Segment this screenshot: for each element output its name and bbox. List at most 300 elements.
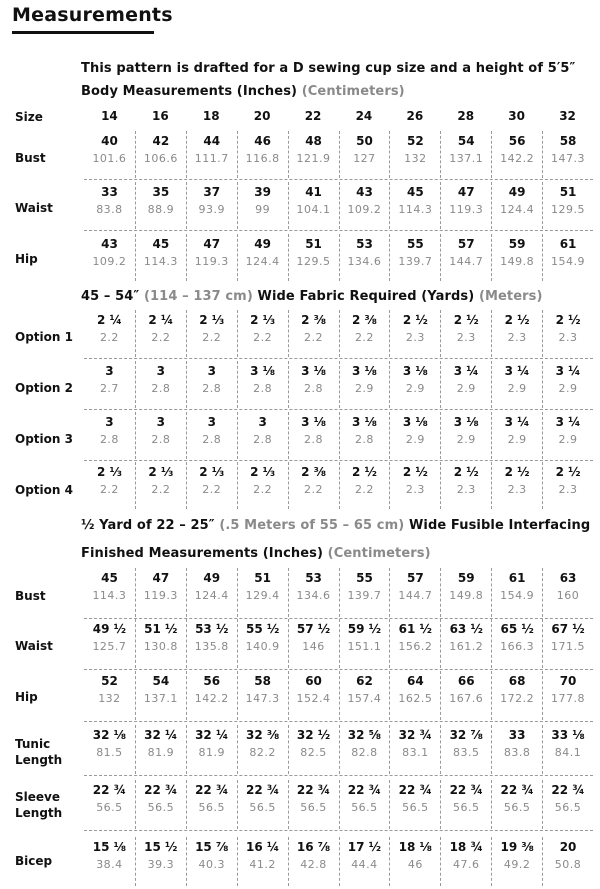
value-inches: 3 xyxy=(207,415,216,429)
value-metric: 56.5 xyxy=(198,801,225,814)
value-inches: 45 xyxy=(152,237,170,251)
table-cell xyxy=(389,568,440,617)
table-cell xyxy=(237,671,288,720)
interfacing-yards: ½ Yard of 22 – 25″ xyxy=(81,518,215,533)
body_rows-label-waist: Waist xyxy=(15,201,53,215)
table-cell xyxy=(237,568,288,617)
value-inches: 55 xyxy=(356,571,373,585)
table-cell xyxy=(186,462,237,509)
value-inches: 49 xyxy=(203,571,221,585)
table-cell xyxy=(491,671,542,720)
value-inches: 58 xyxy=(559,134,577,148)
table-cell xyxy=(237,182,288,229)
table-cell xyxy=(84,131,135,178)
value-inches: 3 ¼ xyxy=(555,364,581,378)
table-cell xyxy=(389,182,440,229)
value-inches: 54 xyxy=(152,674,170,688)
table-cell xyxy=(288,131,339,178)
table-cell xyxy=(440,568,491,617)
value-inches: 2 ⅓ xyxy=(199,465,225,479)
value-inches: 2 ⅓ xyxy=(250,313,276,327)
table-cell xyxy=(389,131,440,178)
value-inches: 2 ⅓ xyxy=(250,465,276,479)
value-metric: 152.4 xyxy=(296,692,331,705)
value-metric: 119.3 xyxy=(143,589,178,602)
table-cell xyxy=(389,462,440,509)
value-inches: 22 ¾ xyxy=(500,783,534,797)
value-inches: 40 xyxy=(101,134,118,148)
value-inches: 16 ¼ xyxy=(245,840,280,854)
table-cell xyxy=(339,780,390,829)
value-metric: 84.1 xyxy=(554,746,582,759)
value-metric: 129.5 xyxy=(551,203,586,216)
value-metric: 2.8 xyxy=(354,433,374,446)
value-metric: 93.9 xyxy=(198,203,225,216)
value-inches: 3 xyxy=(156,415,166,429)
table-cell xyxy=(339,182,390,229)
value-metric: 167.6 xyxy=(449,692,484,705)
value-metric: 2.8 xyxy=(151,382,171,395)
table-cell xyxy=(440,131,491,178)
value-inches: 47 xyxy=(457,185,475,199)
fabric_rows-label-option-4: Option 4 xyxy=(15,483,73,497)
value-metric: 151.1 xyxy=(347,640,382,653)
table-cell xyxy=(237,619,288,668)
value-metric: 2.3 xyxy=(456,331,476,344)
value-inches: 3 xyxy=(207,364,216,378)
value-metric: 2.2 xyxy=(151,331,171,344)
value-inches: 59 xyxy=(508,237,526,251)
value-inches: 3 ⅛ xyxy=(351,364,377,378)
table-cell xyxy=(288,725,339,774)
value-inches: 47 xyxy=(203,237,221,251)
value-metric: 154.9 xyxy=(551,255,586,268)
value-metric: 2.3 xyxy=(405,331,425,344)
table-cell xyxy=(288,568,339,617)
value-inches: 3 xyxy=(258,415,267,429)
value-inches: 39 xyxy=(254,185,271,199)
value-inches: 48 xyxy=(305,134,322,148)
value-metric: 149.8 xyxy=(500,255,535,268)
table-cell xyxy=(237,361,288,408)
value-metric: 2.2 xyxy=(202,331,222,344)
value-metric: 2.2 xyxy=(354,331,374,344)
value-metric: 134.6 xyxy=(347,255,382,268)
value-inches: 2 ½ xyxy=(504,465,530,479)
page-title: Measurements xyxy=(12,4,173,26)
table-cell xyxy=(389,361,440,408)
value-metric: 127 xyxy=(353,152,376,165)
value-metric: 2.2 xyxy=(304,331,324,344)
value-metric: 116.8 xyxy=(245,152,280,165)
table-cell xyxy=(440,361,491,408)
finished-heading xyxy=(81,546,431,561)
value-metric: 2.7 xyxy=(99,382,119,395)
table-cell xyxy=(288,412,339,459)
table-cell xyxy=(339,725,390,774)
value-inches: 53 xyxy=(356,237,373,251)
value-inches: 61 ½ xyxy=(398,622,432,636)
table-cell xyxy=(440,619,491,668)
size-16: 16 xyxy=(151,109,169,123)
value-metric: 2.9 xyxy=(354,382,374,395)
value-metric: 177.8 xyxy=(551,692,586,705)
value-inches: 2 ½ xyxy=(351,465,377,479)
row-divider xyxy=(84,358,593,359)
value-metric: 2.9 xyxy=(507,382,527,395)
value-inches: 32 ⅞ xyxy=(449,728,483,742)
table-cell xyxy=(491,619,542,668)
value-inches: 3 ⅛ xyxy=(250,364,276,378)
value-inches: 2 ⅜ xyxy=(301,465,327,479)
table-cell xyxy=(440,182,491,229)
table-cell xyxy=(237,234,288,281)
value-inches: 2 ⅓ xyxy=(199,313,225,327)
table-cell xyxy=(288,234,339,281)
value-inches: 49 xyxy=(254,237,271,251)
table-cell xyxy=(237,725,288,774)
value-metric: 2.2 xyxy=(202,483,222,496)
fabric-heading-meters: (Meters) xyxy=(478,289,543,304)
value-metric: 101.6 xyxy=(92,152,127,165)
finished_rows-label-waist: Waist xyxy=(15,639,53,653)
value-metric: 166.3 xyxy=(500,640,535,653)
table-cell xyxy=(440,234,491,281)
table-cell xyxy=(542,412,593,459)
value-inches: 41 xyxy=(305,185,322,199)
size-20: 20 xyxy=(253,109,271,123)
value-metric: 2.9 xyxy=(558,382,578,395)
value-metric: 162.5 xyxy=(398,692,433,705)
value-metric: 56.5 xyxy=(503,801,531,814)
table-cell xyxy=(491,837,542,886)
value-inches: 2 ½ xyxy=(402,465,428,479)
value-metric: 147.3 xyxy=(245,692,280,705)
value-inches: 33 xyxy=(101,185,118,199)
value-metric: 2.2 xyxy=(99,483,119,496)
value-metric: 2.9 xyxy=(507,433,527,446)
table-cell xyxy=(389,837,440,886)
table-cell xyxy=(491,310,542,357)
value-metric: 146 xyxy=(302,640,325,653)
value-inches: 22 ¾ xyxy=(296,783,331,797)
table-cell xyxy=(542,619,593,668)
value-metric: 2.9 xyxy=(405,382,425,395)
value-inches: 58 xyxy=(254,674,271,688)
value-inches: 46 xyxy=(254,134,271,148)
table-cell xyxy=(542,568,593,617)
value-inches: 3 ¼ xyxy=(453,364,479,378)
value-inches: 2 ½ xyxy=(453,313,479,327)
table-cell xyxy=(186,568,237,617)
value-inches: 63 xyxy=(559,571,577,585)
value-inches: 49 xyxy=(508,185,526,199)
value-inches: 57 xyxy=(457,237,475,251)
value-metric: 2.3 xyxy=(456,483,476,496)
table-cell xyxy=(542,234,593,281)
value-metric: 83.5 xyxy=(452,746,480,759)
value-inches: 51 xyxy=(559,185,577,199)
table-cell xyxy=(84,671,135,720)
table-cell xyxy=(135,780,186,829)
table-cell xyxy=(288,619,339,668)
value-metric: 114.3 xyxy=(398,203,433,216)
table-cell xyxy=(440,671,491,720)
value-metric: 114.3 xyxy=(92,589,127,602)
value-inches: 3 xyxy=(105,364,114,378)
value-metric: 2.8 xyxy=(253,433,273,446)
value-inches: 2 ½ xyxy=(555,313,581,327)
table-cell xyxy=(135,361,186,408)
finished-heading-main: Finished Measurements (Inches) xyxy=(81,546,324,561)
table-cell xyxy=(440,310,491,357)
value-inches: 2 ½ xyxy=(402,313,428,327)
table-cell xyxy=(84,462,135,509)
fabric-heading xyxy=(81,289,543,304)
value-metric: 2.3 xyxy=(405,483,425,496)
size-32: 32 xyxy=(559,109,576,123)
value-metric: 114.3 xyxy=(143,255,178,268)
value-inches: 15 ⅞ xyxy=(195,840,229,854)
value-inches: 15 ½ xyxy=(144,840,178,854)
table-cell xyxy=(339,568,390,617)
table-cell xyxy=(186,412,237,459)
table-cell xyxy=(339,462,390,509)
value-metric: 56.5 xyxy=(249,801,276,814)
finished_rows-label-hip: Hip xyxy=(15,690,38,704)
table-cell xyxy=(542,462,593,509)
value-inches: 3 ⅛ xyxy=(402,364,428,378)
table-cell xyxy=(389,780,440,829)
value-metric: 125.7 xyxy=(92,640,127,653)
table-cell xyxy=(389,671,440,720)
title-underline xyxy=(12,31,154,34)
value-inches: 45 xyxy=(101,571,118,585)
value-inches: 66 xyxy=(457,674,475,688)
value-metric: 2.9 xyxy=(456,382,476,395)
table-cell xyxy=(135,568,186,617)
value-metric: 42.8 xyxy=(300,858,327,871)
finished_rows-label-bust: Bust xyxy=(15,589,46,603)
table-cell xyxy=(237,780,288,829)
table-cell xyxy=(84,182,135,229)
value-inches: 33 xyxy=(508,728,526,742)
table-cell xyxy=(186,361,237,408)
table-cell xyxy=(339,671,390,720)
row-divider xyxy=(84,830,593,831)
body-heading-main: Body Measurements (Inches) xyxy=(81,84,298,99)
intro-text: This pattern is drafted for a D sewing cup size and a height of 5′5″ xyxy=(81,61,576,76)
table-cell xyxy=(186,837,237,886)
row-divider xyxy=(84,721,593,722)
table-cell xyxy=(84,619,135,668)
value-metric: 2.8 xyxy=(304,433,324,446)
table-cell xyxy=(389,619,440,668)
value-metric: 121.9 xyxy=(296,152,331,165)
value-metric: 2.8 xyxy=(151,433,171,446)
table-cell xyxy=(288,462,339,509)
size-24: 24 xyxy=(355,109,373,123)
value-inches: 22 ¾ xyxy=(195,783,229,797)
value-inches: 57 xyxy=(406,571,424,585)
value-inches: 18 ¾ xyxy=(449,840,483,854)
value-inches: 2 ⅓ xyxy=(148,465,174,479)
value-metric: 2.8 xyxy=(253,382,273,395)
value-metric: 39.3 xyxy=(147,858,175,871)
value-inches: 51 ½ xyxy=(144,622,178,636)
finished_rows-label-bicep: Bicep xyxy=(15,854,53,868)
value-inches: 22 ¾ xyxy=(551,783,585,797)
value-inches: 32 ¾ xyxy=(398,728,432,742)
size-30: 30 xyxy=(508,109,525,123)
value-metric: 142.2 xyxy=(194,692,229,705)
value-metric: 171.5 xyxy=(551,640,586,653)
value-metric: 132 xyxy=(98,692,121,705)
value-metric: 50.8 xyxy=(554,858,582,871)
value-metric: 2.8 xyxy=(202,382,222,395)
value-inches: 68 xyxy=(508,674,526,688)
value-inches: 32 ¼ xyxy=(144,728,178,742)
table-cell xyxy=(491,412,542,459)
fabric-heading-label: Wide Fabric Required (Yards) xyxy=(257,289,475,304)
table-cell xyxy=(542,310,593,357)
value-inches: 45 xyxy=(406,185,424,199)
value-inches: 47 xyxy=(152,571,170,585)
table-cell xyxy=(440,725,491,774)
value-metric: 83.8 xyxy=(503,746,531,759)
value-inches: 2 ¼ xyxy=(96,313,122,327)
table-cell xyxy=(237,131,288,178)
table-cell xyxy=(135,671,186,720)
row-divider xyxy=(84,460,593,461)
value-inches: 59 xyxy=(457,571,475,585)
fabric-heading-width: 45 – 54″ xyxy=(81,289,140,304)
value-metric: 56.5 xyxy=(351,801,378,814)
table-cell xyxy=(491,780,542,829)
value-metric: 82.5 xyxy=(300,746,327,759)
value-inches: 3 ⅛ xyxy=(301,364,327,378)
table-cell xyxy=(135,412,186,459)
table-cell xyxy=(135,619,186,668)
value-metric: 111.7 xyxy=(194,152,229,165)
value-metric: 134.6 xyxy=(296,589,331,602)
value-inches: 53 ½ xyxy=(195,622,229,636)
value-metric: 2.9 xyxy=(405,433,425,446)
table-cell xyxy=(389,725,440,774)
table-cell xyxy=(542,361,593,408)
table-cell xyxy=(186,131,237,178)
value-metric: 2.9 xyxy=(558,433,578,446)
table-cell xyxy=(186,310,237,357)
table-cell xyxy=(389,412,440,459)
table-cell xyxy=(288,780,339,829)
value-metric: 2.2 xyxy=(253,483,273,496)
table-cell xyxy=(288,310,339,357)
value-inches: 3 ⅛ xyxy=(301,415,327,429)
table-cell xyxy=(491,568,542,617)
table-cell xyxy=(339,619,390,668)
value-inches: 32 ⅝ xyxy=(347,728,382,742)
table-cell xyxy=(135,234,186,281)
value-metric: 56.5 xyxy=(402,801,429,814)
table-cell xyxy=(84,780,135,829)
table-cell xyxy=(542,837,593,886)
table-cell xyxy=(542,780,593,829)
size-28: 28 xyxy=(457,109,475,123)
value-inches: 16 ⅞ xyxy=(296,840,331,854)
table-cell xyxy=(491,361,542,408)
value-metric: 56.5 xyxy=(300,801,327,814)
value-metric: 2.2 xyxy=(253,331,273,344)
row-divider xyxy=(84,669,593,670)
table-cell xyxy=(84,725,135,774)
value-inches: 2 ½ xyxy=(504,313,530,327)
value-metric: 144.7 xyxy=(398,589,433,602)
value-inches: 17 ½ xyxy=(347,840,382,854)
value-inches: 22 ¾ xyxy=(144,783,178,797)
value-metric: 56.5 xyxy=(147,801,175,814)
value-inches: 32 ½ xyxy=(296,728,331,742)
table-cell xyxy=(389,310,440,357)
table-cell xyxy=(491,131,542,178)
row-divider xyxy=(84,230,593,231)
table-cell xyxy=(288,837,339,886)
value-inches: 60 xyxy=(305,674,322,688)
value-metric: 119.3 xyxy=(194,255,229,268)
value-inches: 2 ½ xyxy=(555,465,581,479)
value-metric: 160 xyxy=(556,589,580,602)
value-inches: 3 xyxy=(156,364,166,378)
value-inches: 56 xyxy=(508,134,526,148)
body_rows-label-bust: Bust xyxy=(15,151,46,165)
value-metric: 88.9 xyxy=(147,203,175,216)
value-metric: 106.6 xyxy=(143,152,178,165)
table-cell xyxy=(135,725,186,774)
body-heading-alt: (Centimeters) xyxy=(301,84,405,99)
table-cell xyxy=(186,780,237,829)
table-cell xyxy=(186,671,237,720)
value-inches: 15 ⅛ xyxy=(92,840,127,854)
value-metric: 82.8 xyxy=(351,746,378,759)
value-metric: 139.7 xyxy=(398,255,433,268)
table-cell xyxy=(339,310,390,357)
value-inches: 61 xyxy=(559,237,577,251)
value-metric: 135.8 xyxy=(194,640,229,653)
value-inches: 43 xyxy=(356,185,373,199)
finished_rows-label-sleeve-length: Sleeve Length xyxy=(15,790,63,820)
table-cell xyxy=(186,182,237,229)
value-inches: 3 ⅛ xyxy=(351,415,377,429)
fabric_rows-label-option-1: Option 1 xyxy=(15,330,73,344)
value-inches: 3 ¼ xyxy=(504,364,530,378)
value-metric: 154.9 xyxy=(500,589,535,602)
value-metric: 44.4 xyxy=(351,858,378,871)
value-metric: 2.8 xyxy=(202,433,222,446)
value-metric: 124.4 xyxy=(500,203,535,216)
value-metric: 119.3 xyxy=(449,203,484,216)
value-inches: 54 xyxy=(457,134,475,148)
value-inches: 32 ⅜ xyxy=(245,728,280,742)
value-metric: 124.4 xyxy=(245,255,280,268)
value-inches: 2 ⅜ xyxy=(351,313,377,327)
value-inches: 53 xyxy=(305,571,322,585)
fabric_rows-label-option-3: Option 3 xyxy=(15,432,73,446)
table-cell xyxy=(135,182,186,229)
value-inches: 64 xyxy=(406,674,424,688)
table-cell xyxy=(135,837,186,886)
value-metric: 129.4 xyxy=(245,589,280,602)
value-metric: 2.3 xyxy=(558,483,578,496)
